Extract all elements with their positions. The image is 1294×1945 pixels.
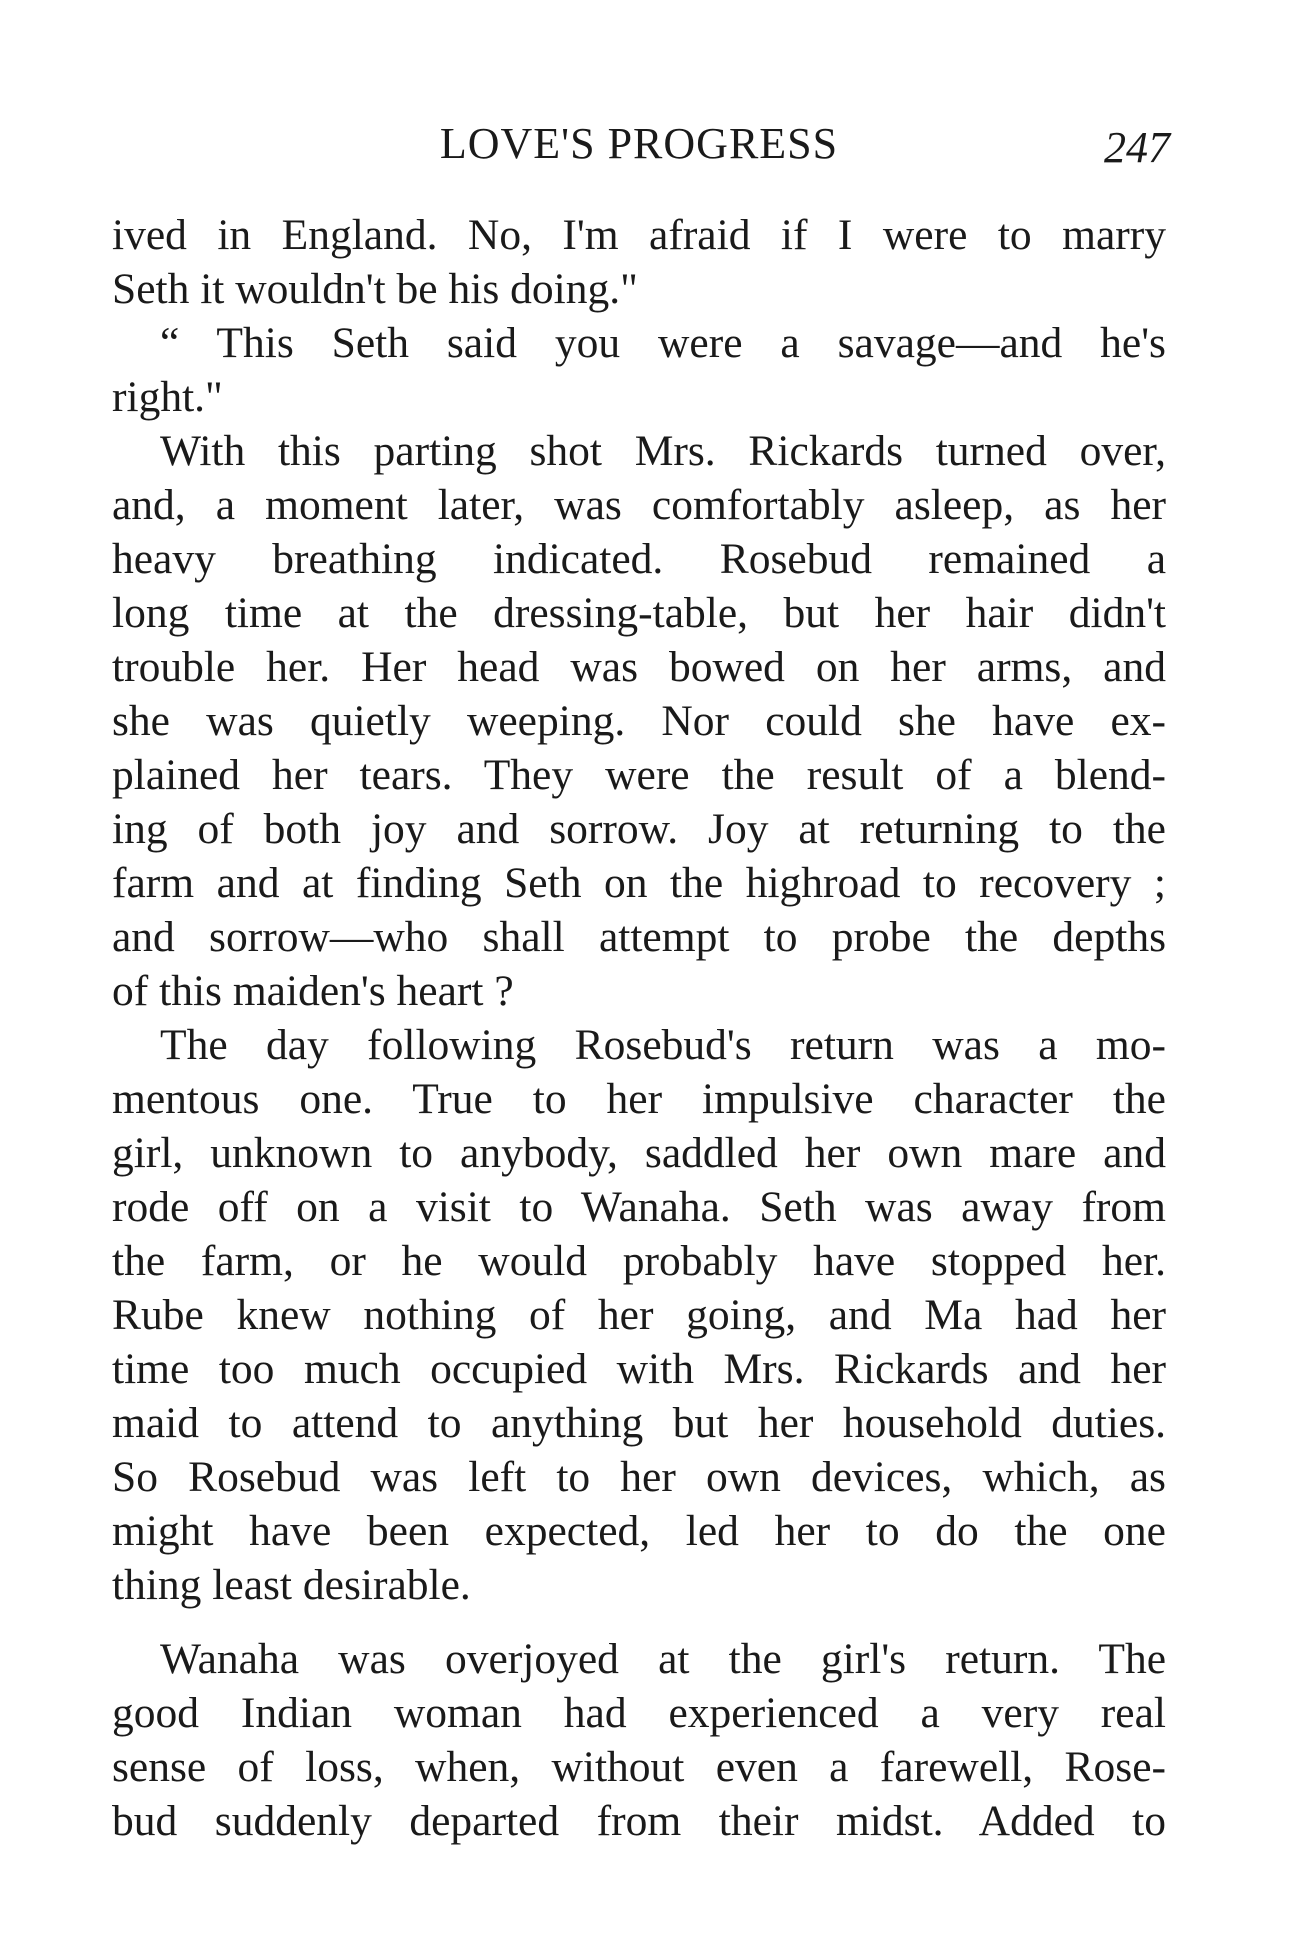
text-line: farm and at finding Seth on the highroad to recovery ; [112,859,1166,907]
text-line: time too much occupied with Mrs. Rickards and her [112,1345,1166,1393]
text-line: bud suddenly departed from their midst. Added to [112,1797,1166,1845]
text-line: ived in England. No, I'm afraid if I were to marry [112,211,1166,259]
text-line: Rube knew nothing of her going, and Ma had her [112,1291,1166,1339]
text-line: heavy breathing indicated. Rosebud remained a [112,535,1166,583]
body-text [112,208,1166,1848]
text-line: Seth it wouldn't be his doing." [112,265,638,313]
page-number: 247 [1104,123,1170,172]
text-line: “ This Seth said you were a savage—and he's [160,319,1166,367]
text-line: trouble her. Her head was bowed on her arms, and [112,643,1166,691]
text-line: good Indian woman had experienced a very real [112,1689,1166,1737]
running-title: LOVE'S PROGRESS [439,119,839,168]
text-line: rode off on a visit to Wanaha. Seth was away from [112,1183,1166,1231]
text-line: girl, unknown to anybody, saddled her own mare and [112,1129,1166,1177]
text-line: maid to attend to anything but her household duties. [112,1399,1166,1447]
text-line: plained her tears. They were the result of a blend- [112,751,1166,799]
text-line: of this maiden's heart ? [112,967,514,1015]
text-line: thing least desirable. [112,1561,471,1609]
text-line: ing of both joy and sorrow. Joy at returning to the [112,805,1166,853]
text-line: Wanaha was overjoyed at the girl's return. The [160,1635,1166,1683]
text-line: and sorrow—who shall attempt to probe the depths [112,913,1166,961]
text-line: might have been expected, led her to do the one [112,1507,1166,1555]
paragraph-gap [112,1612,1166,1632]
page-header [108,118,1170,178]
text-line: and, a moment later, was comfortably asleep, as her [112,481,1166,529]
text-line: The day following Rosebud's return was a mo- [160,1021,1166,1069]
text-line: the farm, or he would probably have stopped her. [112,1237,1166,1285]
text-line: right." [112,373,223,421]
text-line: sense of loss, when, without even a farewell, Rose- [112,1743,1166,1791]
text-line: With this parting shot Mrs. Rickards turned over, [160,427,1166,475]
text-line: she was quietly weeping. Nor could she have ex- [112,697,1166,745]
text-line: mentous one. True to her impulsive character the [112,1075,1166,1123]
text-line: So Rosebud was left to her own devices, which, as [112,1453,1166,1501]
text-line: long time at the dressing-table, but her hair didn't [112,589,1166,637]
